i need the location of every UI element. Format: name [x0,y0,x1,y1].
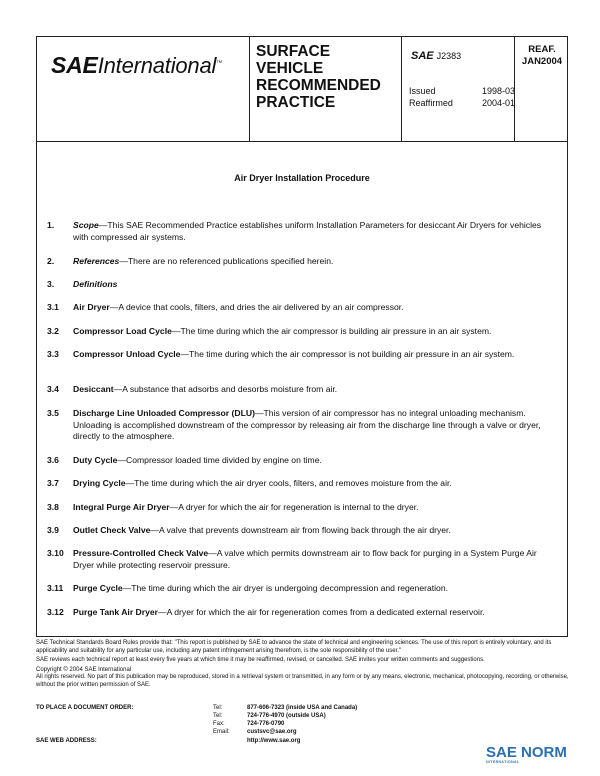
footer-rights: All rights reserved. No part of this publication may be reproduced, stored in a retrieval system or transmitted, in any form or by any means, electronic, mechanical, photocopying, recording, or otherwise, without the prior written permission of SAE. [36,674,569,688]
web-label: SAE WEB ADDRESS: [36,738,97,744]
sae-norm-watermark: SAE NORM INTERNATIONAL [486,744,567,764]
phone-link[interactable]: 724-776-4970 (outside USA) [247,713,326,719]
header-divider [249,37,250,141]
web-link[interactable]: http://www.sae.org [247,738,301,744]
document-title: Air Dryer Installation Procedure [234,173,370,183]
document-type: SURFACE VEHICLE RECOMMENDED PRACTICE [256,43,381,111]
footer-rules: SAE Technical Standards Board Rules provide that: "This report is published by SAE to advance the state of technical and engineering sciences. The use of this report is entirely voluntary, and its applicability and suitability for any particular use, including any patent infringement arising therefrom, is the sole responsibility of the user." [36,640,552,654]
issue-dates: Issued 1998-03 Reaffirmed 2004-01 [409,86,516,108]
email-link[interactable]: custsvc@sae.org [247,729,297,735]
footer-notes [36,640,570,692]
header-divider [401,37,402,141]
fax-number: 724-776-0790 [247,721,285,727]
footer-copyright: Copyright © 2004 SAE International [36,666,132,673]
order-label: TO PLACE A DOCUMENT ORDER: [36,705,134,711]
reaffirmation-box: REAF. JAN2004 [521,44,563,67]
standard-number: SAE J2383 [411,50,462,62]
footer-review: SAE reviews each technical report at least every five years at which time it may be reaffirmed, revised, or cancelled. SAE invites your written comments and suggestions. [36,657,485,664]
header-bottom-rule [37,141,567,142]
sae-international-logo: SAEInternational™ [51,52,223,78]
document-header-frame: SAEInternational™ SURFACE VEHICLE RECOMMENDED PRACTICE SAE J2383 Issued 1998-03 Reaffirmed 2004-01 REAF. JAN2004 Air Dryer Installation Procedure 1. Scope—This SAE Recommended Practice establishes uniform Installation Parameters for desiccant Air Dryers for vehicles with compressed air systems. 2. References—There are no referenced publications specified herein. 3. Definitions 3.1 Air Dryer—A device that cools, filters, and dries the air delivered by an air compressor. 3.2 Compressor Load Cycle—The time during which the air compressor is building air pressure in an air system. 3.3 Compressor Unload Cycle—The time during which the air compressor is not building air pressure in an air system. 3.4 Desiccant—A substance that adsorbs and desorbs moisture from air. 3.5 Discharge Line Unloaded Compressor (DLU)—This version of air compressor has no integral unloading mechanism. Unloading is accomplished downstream of the compressor by releasing air from the discharge line through a valve or dryer, directly to the atmosphere. 3.6 Duty Cycle—Compressor loaded time divided by engine on time. 3.7 Drying Cycle—The time during which the air dryer cools, filters, and removes moisture from the air. 3.8 Integral Purge Air Dryer—A dryer for which the air for regeneration is internal to the dryer. 3.9 Outlet Check Valve—A valve that prevents downstream air from flowing back through the air dryer. 3.10 Pressure-Controlled Check Valve—A valve which permits downstream air to flow back for purging in a System Purge Air Dryer while protecting reservoir pressure. 3.11 Purge Cycle—The time during which the air dryer is undergoing decompression and regeneration. 3.12 Purge Tank Air Dryer—A dryer for which the air for regeneration comes from a dedicated external reservoir. [36,36,568,637]
phone-link[interactable]: 877-606-7323 (inside USA and Canada) [247,705,358,711]
